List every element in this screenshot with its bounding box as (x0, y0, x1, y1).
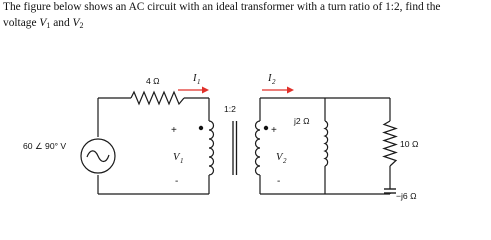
current-i2-symbol: I (268, 73, 272, 84)
primary-wiring (98, 98, 209, 194)
v1-symbol: V (39, 16, 47, 29)
current-i1 (178, 87, 209, 94)
resistor-10ohm-label: 10 Ω (400, 139, 419, 149)
v1-minus-sign: - (175, 176, 179, 187)
inductor-j2-label: j2 Ω (294, 116, 310, 126)
resistor-4ohm (131, 92, 184, 104)
problem-line-2-prefix: voltage (3, 16, 40, 29)
current-i1-subscript: 1 (197, 78, 201, 86)
secondary-dot (264, 126, 268, 130)
resistor-4ohm-label: 4 Ω (146, 76, 160, 86)
problem-line-1: The figure below shows an AC circuit with an ideal transformer with a turn ratio of 1:2, find the (3, 1, 441, 13)
v2-symbol: V (72, 16, 80, 29)
v1-label-subscript: 1 (180, 157, 184, 165)
voltage-source (81, 139, 115, 173)
current-i1-symbol: I (193, 73, 197, 84)
v1-plus-sign: + (171, 125, 177, 136)
transformer (199, 121, 268, 175)
v2-label-symbol: V (276, 152, 283, 163)
current-i2 (262, 87, 294, 94)
v1-subscript: 1 (46, 20, 51, 30)
turns-ratio-label: 1:2 (224, 104, 236, 114)
v2-label-subscript: 2 (283, 157, 287, 165)
primary-dot (199, 126, 203, 130)
v2-minus-sign: - (277, 176, 281, 187)
source-label: 60 ∠ 90° V (23, 141, 67, 151)
v1-label-symbol: V (173, 152, 180, 163)
resistor-10ohm (384, 121, 396, 166)
and-word: and (50, 16, 73, 29)
v2-subscript: 2 (79, 20, 84, 30)
inductor-j2 (325, 121, 328, 166)
v2-plus-sign: + (271, 125, 277, 136)
current-i2-subscript: 2 (272, 78, 276, 86)
capacitor-minus-j6-label: −j6 Ω (396, 191, 417, 201)
capacitor-minus-j6 (384, 189, 396, 194)
